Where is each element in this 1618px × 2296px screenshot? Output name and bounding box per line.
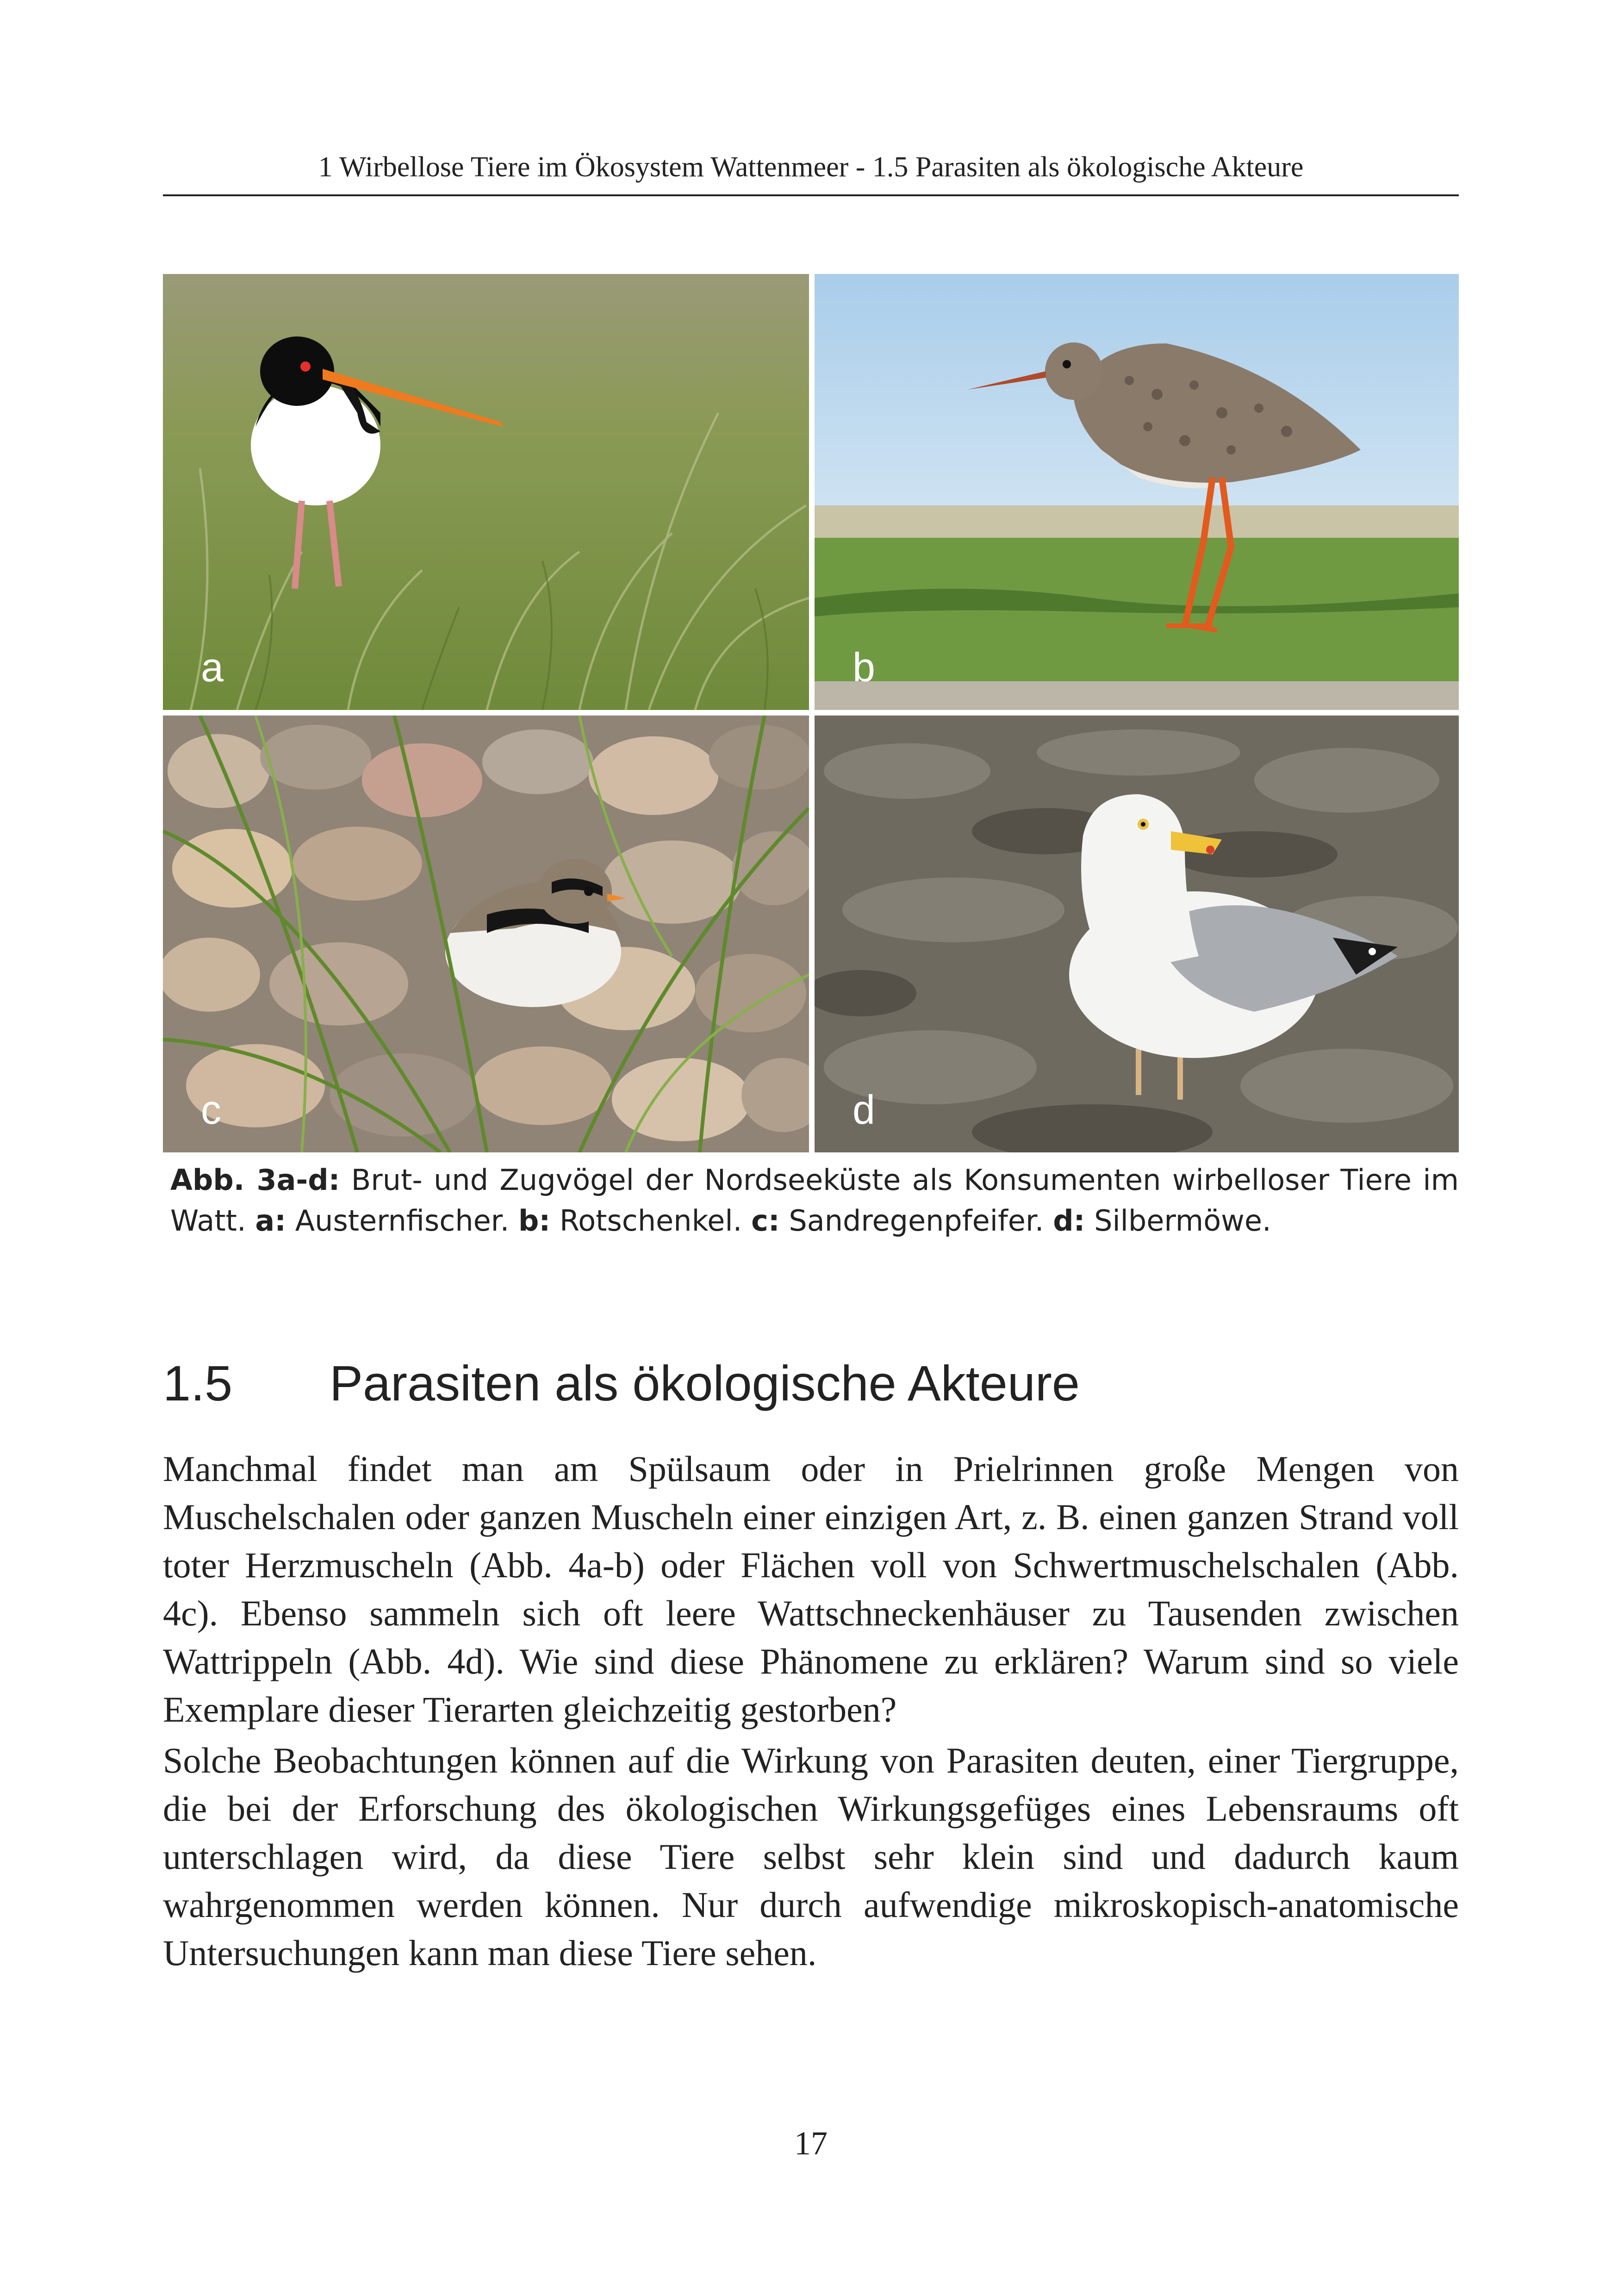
section-number: 1.5 [163,1355,233,1411]
running-header: 1 Wirbellose Tiere im Ökosystem Wattenmeer - 1.5 Parasiten als ökologische Akteure [318,151,1304,183]
caption-key: b: [518,1204,551,1238]
photo-oystercatcher [163,274,809,710]
ringed-plover-illustration [163,716,809,1152]
figure-bird-photos [163,274,1459,1152]
panel-letter: c [201,1087,221,1132]
body-paragraph: Manchmal findet man am Spülsaum oder in Prielrinnen große Mengen von Muschelschalen oder ganzen Muscheln einer einzigen Art, z. B. einen ganzen Strand voll toter Herzmuscheln (Abb. 4a-b) oder Flächen voll von Schwertmuschelschalen (Abb. 4c). Ebenso sammeln sich oft leere Wattschneckenhäuser zu Tausenden zwischen Wattrippeln (Abb. 4d). Wie sind diese Phänomene zu erklären? Warum sind so viele Exemplare dieser Tierarten gleichzeitig gestorben? [163,1449,1459,1730]
herring-gull-illustration [815,716,1459,1152]
caption-key: a: [255,1204,286,1238]
caption-label: Abb. 3a-d: [170,1163,340,1197]
oystercatcher-illustration [163,274,809,710]
page-number: 17 [794,2125,828,2162]
caption-key: d: [1053,1204,1085,1238]
panel-letter: b [853,644,875,690]
figure-caption [170,1160,1459,1241]
photo-redshank [815,274,1459,710]
section-heading [163,1356,1459,1411]
caption-species: Sandregenpfeifer. [789,1204,1044,1238]
panel-letter: a [201,644,224,690]
caption-text: Brut- und Zugvögel der Nordseeküste als Konsumenten wirbelloser Tiere im Watt. [170,1163,1459,1238]
header-rule [163,194,1459,196]
photo-ringed-plover [163,716,809,1152]
section-title: Parasiten als ökologische Akteure [330,1355,1080,1411]
caption-species: Silbermöwe. [1094,1204,1271,1238]
caption-species: Austernfischer. [295,1204,510,1238]
caption-species: Rotschenkel. [559,1204,742,1238]
body-paragraph: Solche Beobachtungen können auf die Wirkung von Parasiten deuten, einer Tiergruppe, die bei der Erforschung des ökologischen Wirkungsgefüges eines Lebensraums oft unterschlagen wird, da diese Tiere selbst sehr klein sind und dadurch kaum wahrgenommen werden können. Nur durch aufwendige mikroskopisch-anatomische Untersuchungen kann man diese Tiere sehen. [163,1740,1459,1973]
caption-key: c: [751,1204,780,1238]
photo-herring-gull [815,716,1459,1152]
redshank-illustration [815,274,1459,710]
panel-letter: d [853,1087,875,1132]
